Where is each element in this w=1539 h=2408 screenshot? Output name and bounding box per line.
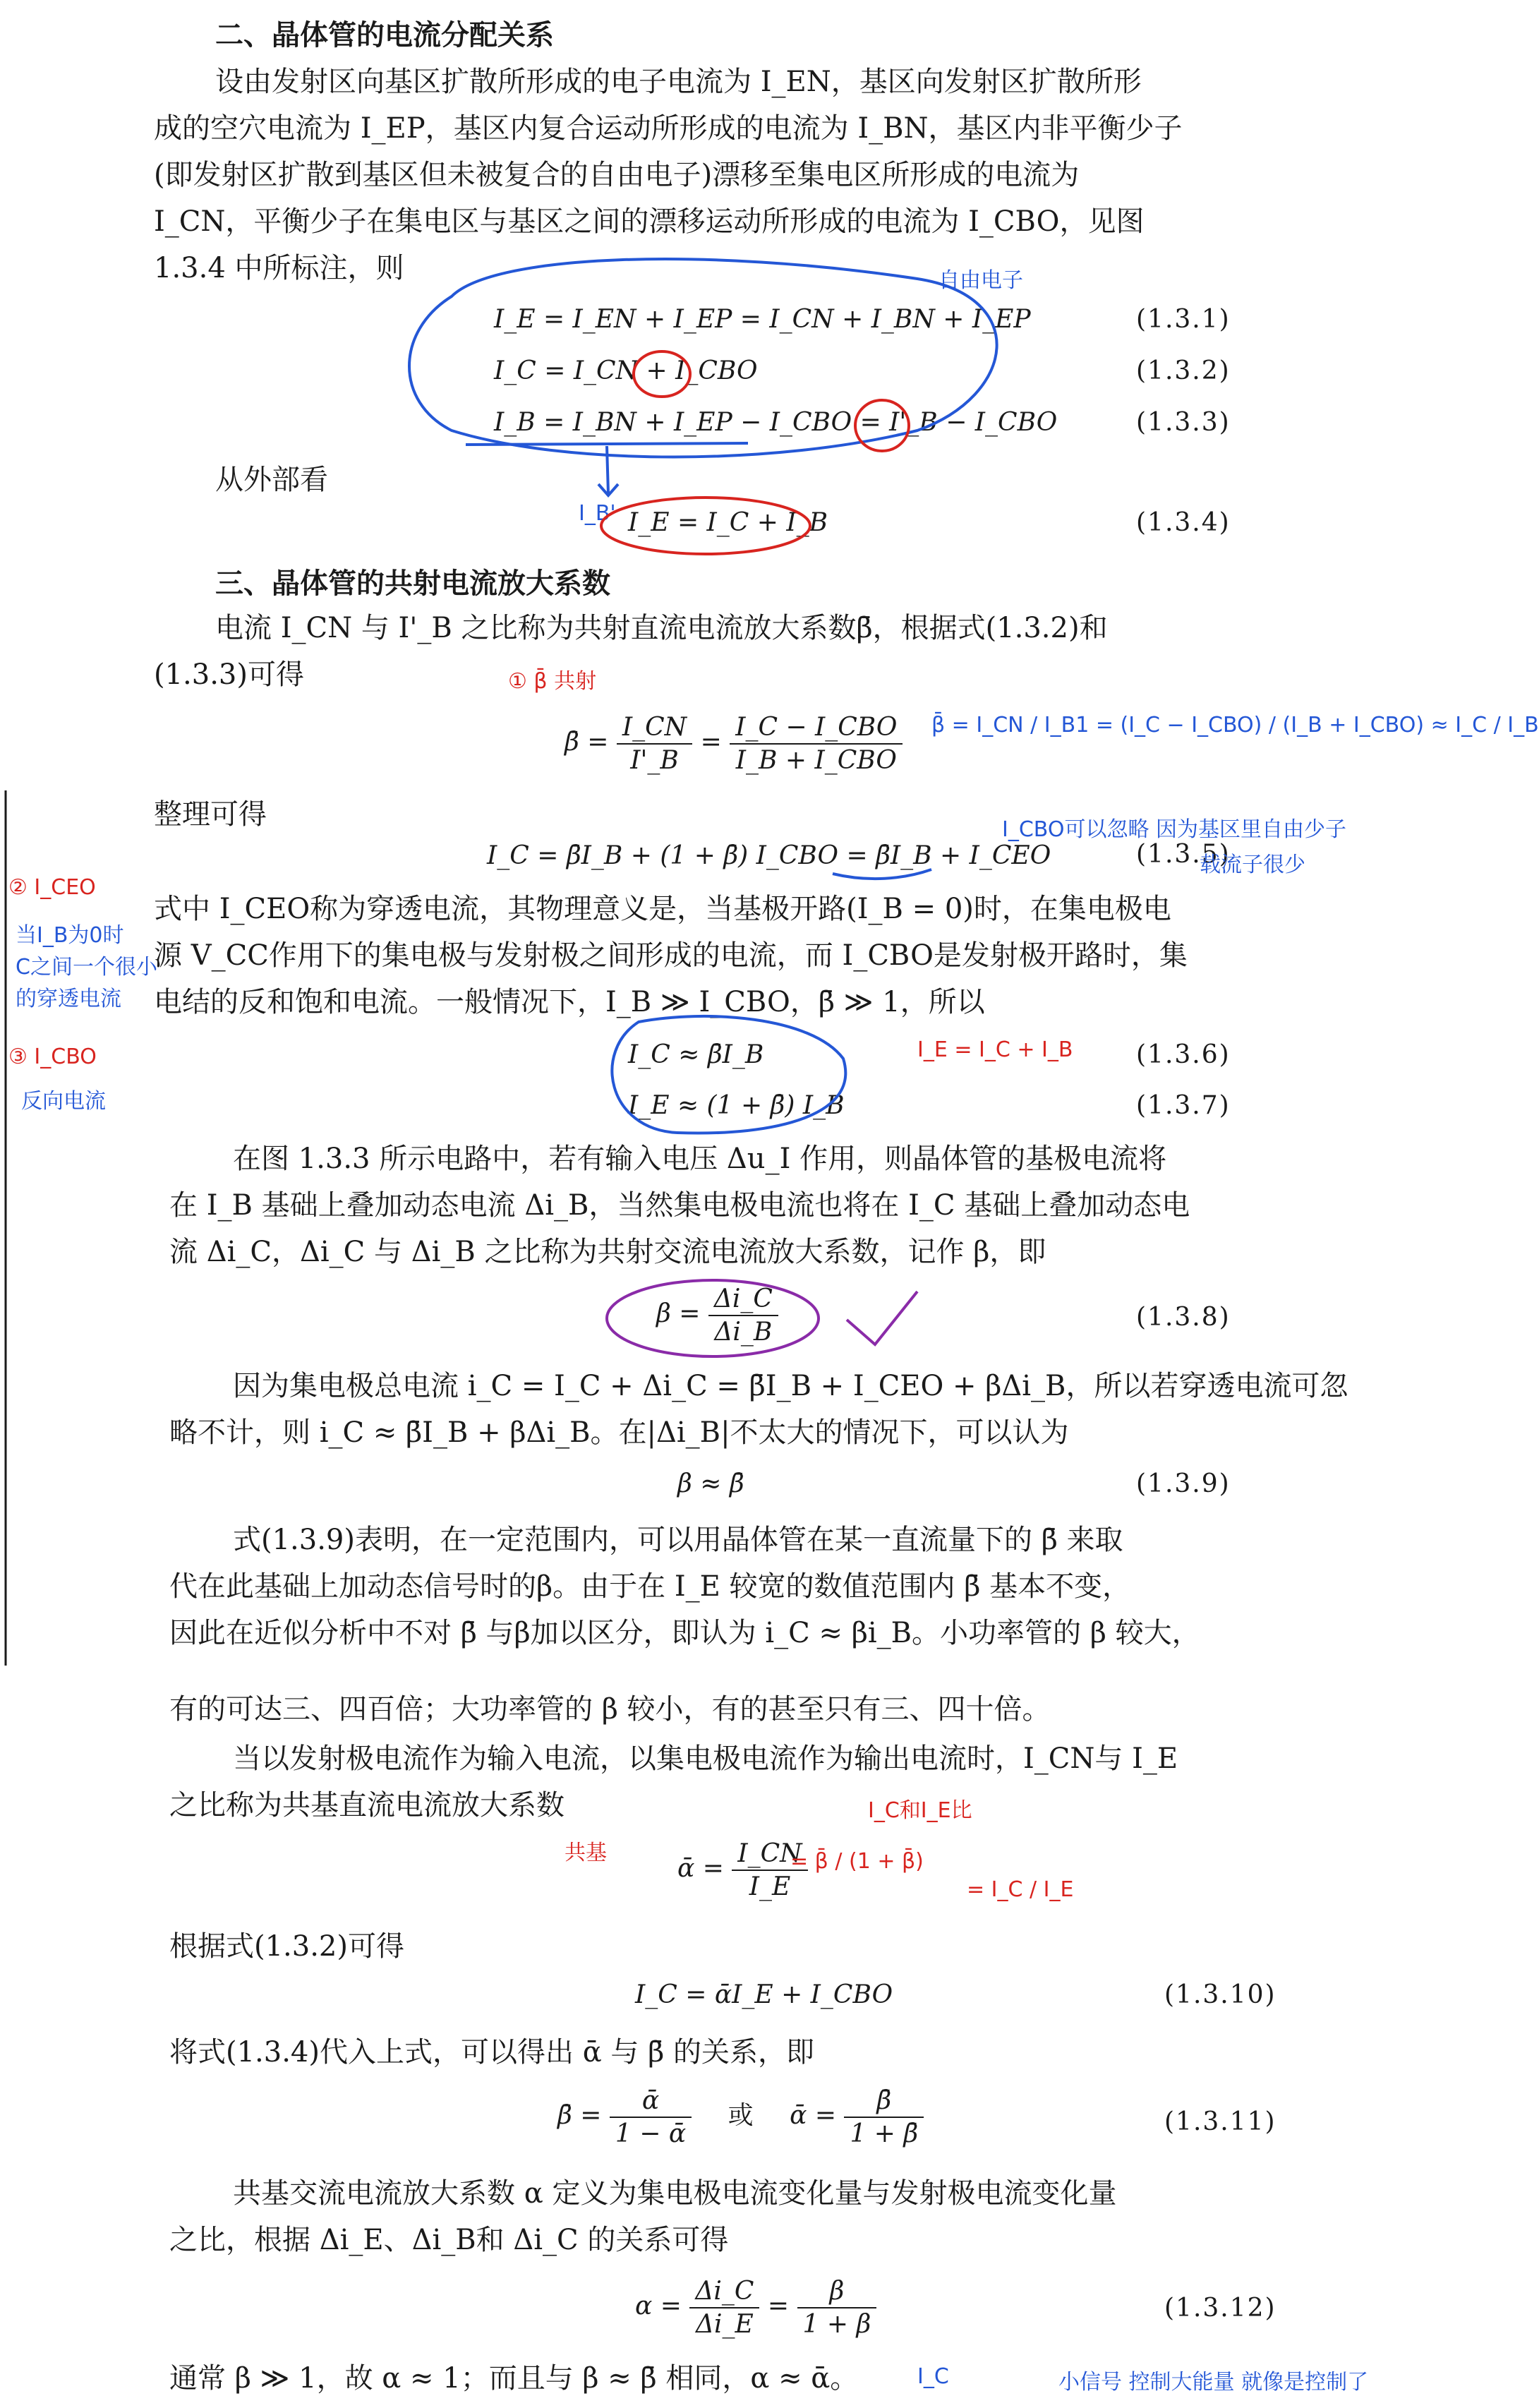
- equation-number: (1.3.1): [1136, 305, 1231, 334]
- equation-number: (1.3.8): [1136, 1303, 1231, 1332]
- paragraph-line: 共基交流电流放大系数 α 定义为集电极电流变化量与发射极电流变化量: [233, 2177, 1117, 2210]
- paragraph-line: 式中 I_CEO称为穿透电流，其物理意义是，当基极开路(I_B = 0)时，在集电极电: [154, 893, 1171, 925]
- note-free-electron: 自由电子: [939, 268, 1023, 293]
- numerator: ᾱ: [610, 2086, 692, 2118]
- note-bottom-ic: I_C: [917, 2364, 949, 2389]
- paragraph-line: 整理可得: [154, 798, 267, 831]
- equation-beta-definition: β̄ = $\frac{I\_CN}{I'\_B}$ = $\frac{\text{I\_C − I\_CBO}}{\text{I\_B + I\_CBO}}$: [565, 713, 903, 775]
- paragraph-line: 代在此基础上加动态信号时的β。由于在 I_E 较宽的数值范围内 β̄ 基本不变，: [169, 1570, 1131, 1603]
- numerator: I_C − I_CBO: [730, 713, 903, 745]
- note-alpha-ic-ie: = I_C / I_E: [967, 1877, 1074, 1902]
- paragraph-line: 成的空穴电流为 I_EP，基区内复合运动所形成的电流为 I_BN，基区内非平衡少子: [154, 112, 1183, 145]
- numerator: I_CN: [617, 713, 692, 745]
- equation-1-3-1: I_E = I_EN + I_EP = I_CN + I_BN + I_EP: [494, 305, 1031, 334]
- equation-number: (1.3.7): [1136, 1091, 1231, 1120]
- red-oval-eq4: [601, 498, 810, 554]
- purple-check: [847, 1292, 917, 1344]
- equation-1-3-4: I_E = I_C + I_B: [628, 508, 828, 537]
- note-icbo-ignore: I_CBO可以忽略 因为基区里自由少子: [1002, 817, 1346, 842]
- equation-number: (1.3.6): [1136, 1040, 1231, 1069]
- paragraph-line: 当以发射极电流作为输入电流，以集电极电流作为输出电流时，I_CN与 I_E: [233, 1742, 1178, 1775]
- eq-lhs: α =: [635, 2292, 682, 2320]
- equals: =: [767, 2292, 790, 2320]
- paragraph-line: 流 Δi_C，Δi_C 与 Δi_B 之比称为共射交流电流放大系数，记作 β，即: [169, 1236, 1046, 1268]
- paragraph-line: 根据式(1.3.2)可得: [169, 1930, 404, 1963]
- denominator: 1 + β̄: [850, 2119, 919, 2148]
- equation-1-3-2: I_C = I_CN + I_CBO: [494, 356, 758, 385]
- numerator: β̄: [844, 2086, 924, 2118]
- note-ic-ie-ratio: I_C和I_E比: [868, 1798, 972, 1823]
- paragraph-line: 因为集电极总电流 i_C = I_C + Δi_C = β̄I_B + I_CEO + βΔi_B，所以若穿透电流可忽: [233, 1370, 1348, 1402]
- equation-number: (1.3.5): [1136, 840, 1231, 869]
- paragraph-line: 式(1.3.9)表明，在一定范围内，可以用晶体管在某一直流量下的 β̄ 来取: [233, 1524, 1123, 1556]
- note-iceo-line2: C之间一个很小: [16, 955, 157, 980]
- eq-lhs: β =: [656, 1299, 701, 1328]
- note-alpha-beta: = β̄ / (1 + β̄): [790, 1849, 924, 1874]
- equation-number: (1.3.4): [1136, 508, 1231, 537]
- eq-lhs: β̄ =: [565, 728, 609, 757]
- paragraph-line: 1.3.4 中所标注，则: [154, 252, 404, 284]
- note-common-base: 共基: [565, 1841, 607, 1865]
- equation-number: (1.3.3): [1136, 408, 1231, 437]
- denominator: I_E: [749, 1872, 791, 1901]
- paragraph-line: 电流 I_CN 与 I'_B 之比称为共射直流电流放大系数β̄，根据式(1.3.2)和: [215, 612, 1108, 644]
- note-iceo-line3: 的穿透电流: [16, 987, 121, 1011]
- red-circle-icbo-1: [634, 351, 690, 397]
- equation-1-3-9: β ≈ β̄: [677, 1469, 744, 1498]
- paragraph-line: 之比，根据 Δi_E、Δi_B和 Δi_C 的关系可得: [169, 2224, 729, 2256]
- paragraph-line: 略不计，则 i_C ≈ β̄I_B + βΔi_B。在|Δi_B|不太大的情况下，可以认为: [169, 1416, 1069, 1449]
- note-bottom-remark: 小信号 控制大能量 就像是控制了: [1058, 2370, 1369, 2395]
- eq-lhs: ᾱ =: [677, 1854, 724, 1883]
- note-icbo-marker: ③ I_CBO: [8, 1045, 97, 1069]
- note-ie-sum: I_E = I_C + I_B: [917, 1037, 1073, 1062]
- paragraph-line: 因此在近似分析中不对 β̄ 与β加以区分，即认为 i_C ≈ βi_B。小功率管的 β 较大，: [169, 1617, 1200, 1649]
- denominator: Δi_E: [696, 2310, 754, 2339]
- equation-number: (1.3.11): [1164, 2107, 1277, 2136]
- paragraph-line: 电结的反和饱和电流。一般情况下，I_B ≫ I_CBO，β̄ ≫ 1，所以: [154, 986, 985, 1018]
- section-heading-3: 三、晶体管的共射电流放大系数: [215, 567, 610, 600]
- equation-number: (1.3.12): [1164, 2294, 1277, 2323]
- paragraph-line: (即发射区扩散到基区但未被复合的自由电子)漂移至集电区所形成的电流为: [154, 159, 1080, 191]
- paragraph-line: (1.3.3)可得: [154, 658, 304, 691]
- note-beta-marker: ① β̄ 共射: [508, 669, 597, 694]
- blue-underline-iceo: [833, 869, 931, 879]
- section-heading-2: 二、晶体管的电流分配关系: [215, 19, 554, 52]
- paragraph-line: 将式(1.3.4)代入上式，可以得出 ᾱ 与 β̄ 的关系，即: [169, 2036, 814, 2069]
- denominator: I_B + I_CBO: [735, 746, 897, 775]
- blue-underline: [466, 443, 748, 445]
- note-few-carriers: 载流子很少: [1200, 853, 1305, 877]
- note-iceo-marker: ② I_CEO: [8, 875, 96, 900]
- numerator: Δi_C: [689, 2277, 759, 2308]
- paragraph-line: 在 I_B 基础上叠加动态电流 Δi_B，当然集电极电流也将在 I_C 基础上叠加动态电: [169, 1189, 1190, 1222]
- paragraph-line: 有的可达三、四百倍；大功率管的 β 较小，有的甚至只有三、四十倍。: [169, 1693, 1051, 1726]
- paragraph-line: 之比称为共基直流电流放大系数: [169, 1789, 565, 1822]
- equation-1-3-6: I_C ≈ β̄I_B: [628, 1040, 764, 1069]
- equation-1-3-5: I_C = β̄I_B + (1 + β̄) I_CBO = β̄I_B + I_CEO: [487, 841, 1051, 870]
- numerator: Δi_C: [708, 1284, 778, 1316]
- numerator: β: [797, 2277, 877, 2308]
- paragraph-line: 设由发射区向基区扩散所形成的电子电流为 I_EN，基区向发射区扩散所形: [215, 66, 1142, 98]
- denominator: Δi_B: [714, 1318, 773, 1347]
- eq-lhs: ᾱ =: [790, 2101, 836, 2130]
- paragraph-line: 在图 1.3.3 所示电路中，若有输入电压 Δu_I 作用，则晶体管的基极电流将: [233, 1143, 1167, 1175]
- purple-oval-eq8: [607, 1280, 819, 1356]
- equation-number: (1.3.9): [1136, 1469, 1231, 1498]
- or-word: 或: [728, 2101, 754, 2130]
- note-reverse-current: 反向电流: [21, 1089, 106, 1114]
- eq-lhs: β̄ =: [557, 2101, 602, 2130]
- note-iceo-line1: 当I_B为0时: [16, 923, 124, 948]
- denominator: I'_B: [630, 746, 679, 775]
- denominator: 1 − ᾱ: [615, 2119, 687, 2148]
- equation-number: (1.3.10): [1164, 1980, 1277, 2009]
- equation-1-3-10: I_C = ᾱI_E + I_CBO: [635, 1980, 893, 2009]
- equation-1-3-7: I_E ≈ (1 + β̄) I_B: [628, 1091, 845, 1120]
- numerator: I_CN: [732, 1839, 807, 1871]
- paragraph-line: I_CN，平衡少子在集电区与基区之间的漂移运动所形成的电流为 I_CBO，见图: [154, 205, 1145, 238]
- paragraph-line: 从外部看: [215, 464, 328, 496]
- paragraph-line: 通常 β ≫ 1，故 α ≈ 1；而且与 β ≈ β̄ 相同，α ≈ ᾱ。: [169, 2362, 859, 2395]
- equation-1-3-3: I_B = I_BN + I_EP − I_CBO = I'_B − I_CBO: [494, 408, 1058, 437]
- equation-number: (1.3.2): [1136, 356, 1231, 385]
- paragraph-line: 源 V_CC作用下的集电极与发射极之间形成的电流，而 I_CBO是发射极开路时，集: [154, 939, 1188, 972]
- red-circle-icbo-2: [855, 400, 909, 451]
- blue-loop-eq6-7: [612, 1016, 845, 1133]
- note-beta-ratio: β̄ = I_CN / I_B1 = (I_C − I_CBO) / (I_B + I_CBO) ≈ I_C / I_B: [931, 713, 1539, 738]
- denominator: 1 + β: [802, 2310, 871, 2339]
- note-ib-prime: I_B': [579, 501, 616, 526]
